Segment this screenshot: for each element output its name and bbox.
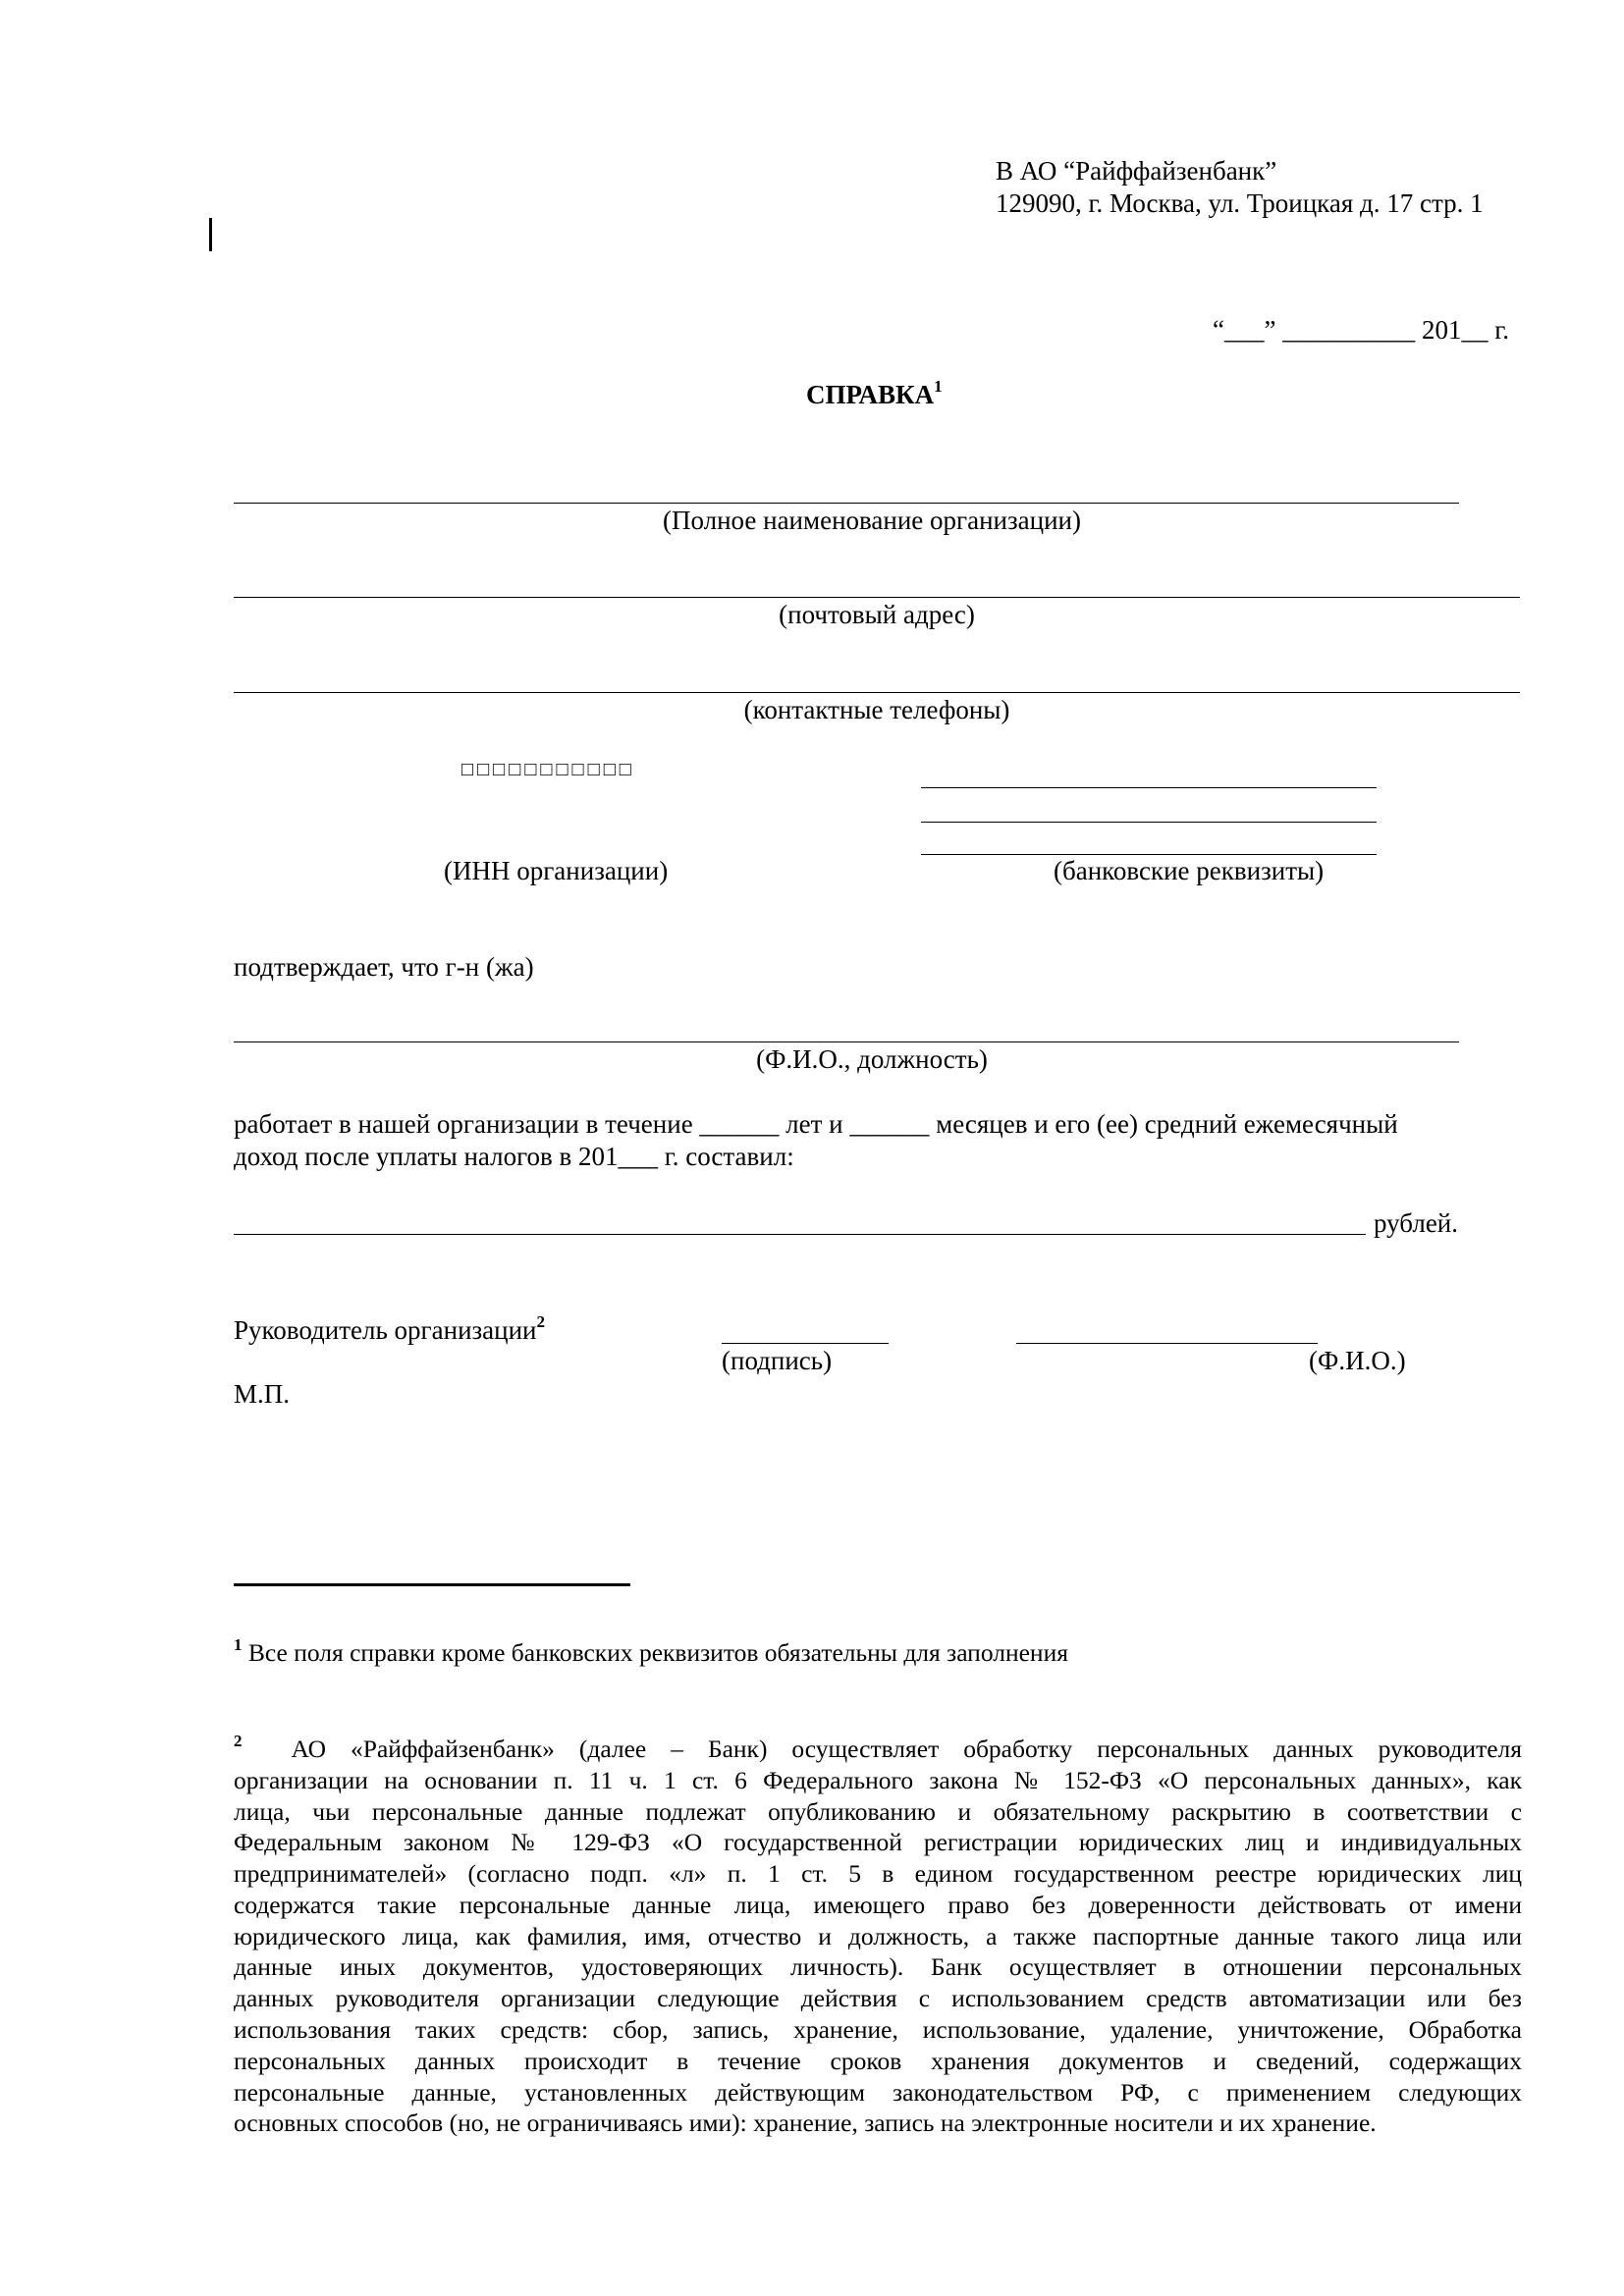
footnote-2-ref: 2 <box>234 1731 243 1750</box>
date-line: “___” __________ 201__ г. <box>1213 315 1509 345</box>
phones-field[interactable] <box>234 692 1520 693</box>
stamp-label: М.П. <box>234 1379 291 1409</box>
income-field[interactable] <box>234 1234 1366 1235</box>
footnote-2-line-4: Федеральным законом № 129-ФЗ «О государственной регистрации юридических лиц и индивидуальных <box>234 1828 1522 1856</box>
bank-details-line-1[interactable] <box>921 787 1377 788</box>
document-title <box>806 379 943 410</box>
footnote-1 <box>234 1634 1068 1669</box>
fio-position-caption: (Ф.И.О., должность) <box>756 1044 988 1074</box>
postal-address-field[interactable] <box>234 597 1520 598</box>
org-name-caption: (Полное наименование организации) <box>663 506 1081 535</box>
footnote-2-line-5: предпринимателей» (согласно подп. «л» п. 1 ст. 5 в едином государственном реестре юридических лиц <box>234 1859 1522 1888</box>
phones-caption: (контактные телефоны) <box>743 695 1010 724</box>
head-label-text: Руководитель организации <box>234 1315 537 1345</box>
works-text-line-1: работает в нашей организации в течение ______ лет и ______ месяцев и его (ее) средний ежемесячный <box>234 1109 1398 1139</box>
footnote-2-line-2: организации на основании п. 11 ч. 1 ст. 6 Федерального закона № 152-ФЗ «О персональных данных», как <box>234 1766 1522 1794</box>
rubles-label: рублей. <box>1374 1208 1459 1238</box>
footnote-2-line-6: содержатся такие персональные данные лица, имеющего право без доверенности действовать от имени <box>234 1891 1522 1919</box>
footnote-2-line-1: $^2$ АО «Райффайзенбанк» (далее – Банк) осуществляет обработку персональных данных руководителя <box>234 1731 1522 1763</box>
postal-address-caption: (почтовый адрес) <box>779 600 975 629</box>
bank-details-caption: (банковские реквизиты) <box>1054 856 1325 885</box>
bank-details-line-2[interactable] <box>921 822 1377 823</box>
confirms-text: подтверждает, что г-н (жа) <box>234 952 534 982</box>
footnote-2-line-10: использования таких средств: сбор, запись, хранение, использование, удаление, уничтожение, Обработка <box>234 2015 1522 2044</box>
head-footnote-ref: 2 <box>536 1312 546 1331</box>
signature-field[interactable] <box>722 1343 889 1344</box>
footnote-2-line-8: данные иных документов, удостоверяющих личность). Банк осуществляет в отношении персональных <box>234 1952 1522 1981</box>
footnote-1-ref: 1 <box>234 1634 243 1654</box>
org-name-field[interactable] <box>234 503 1459 504</box>
footnote-2-line-7: юридического лица, как фамилия, имя, отчество и должность, а также паспортные данные такого лица или <box>234 1922 1522 1950</box>
text-cursor <box>209 218 212 251</box>
signature-fio-caption: (Ф.И.О.) <box>1309 1346 1406 1375</box>
title-text: СПРАВКА <box>806 380 935 409</box>
works-text-line-2: доход после уплаты налогов в 201___ г. составил: <box>234 1142 794 1171</box>
signature-caption: (подпись) <box>722 1346 833 1375</box>
footnote-2-line-13: основных способов (но, не ограничиваясь ими): хранение, запись на электронные носители и их хранение. <box>234 2109 1377 2137</box>
addressee-line-2: 129090, г. Москва, ул. Троицкая д. 17 стр. 1 <box>996 188 1484 218</box>
fio-position-field[interactable] <box>234 1041 1459 1042</box>
footnote-separator <box>234 1583 630 1586</box>
title-footnote-ref: 1 <box>934 377 943 396</box>
footnote-1-text: Все поля справки кроме банковских реквизитов обязательны для заполнения <box>247 1638 1068 1667</box>
signature-fio-field[interactable] <box>1016 1343 1318 1344</box>
head-label <box>234 1314 545 1346</box>
inn-caption: (ИНН организации) <box>444 856 669 885</box>
footnote-2-line-3: лица, чьи персональные данные подлежат опубликованию и обязательному раскрытию в соответствии с <box>234 1797 1522 1826</box>
footnote-2-line-12: персональные данные, установленных действующим законодательством РФ, с применением следующих <box>234 2078 1522 2107</box>
inn-boxes[interactable]: □□□□□□□□□□□ <box>461 759 635 780</box>
addressee-line-1: В АО “Райффайзенбанк” <box>996 156 1277 186</box>
footnote-2-line-9: данных руководителя организации следующие действия с использованием средств автоматизации или без <box>234 1984 1522 2012</box>
footnote-2-line-11: персональных данных происходит в течение сроков хранения документов и сведений, содержащих <box>234 2047 1522 2075</box>
